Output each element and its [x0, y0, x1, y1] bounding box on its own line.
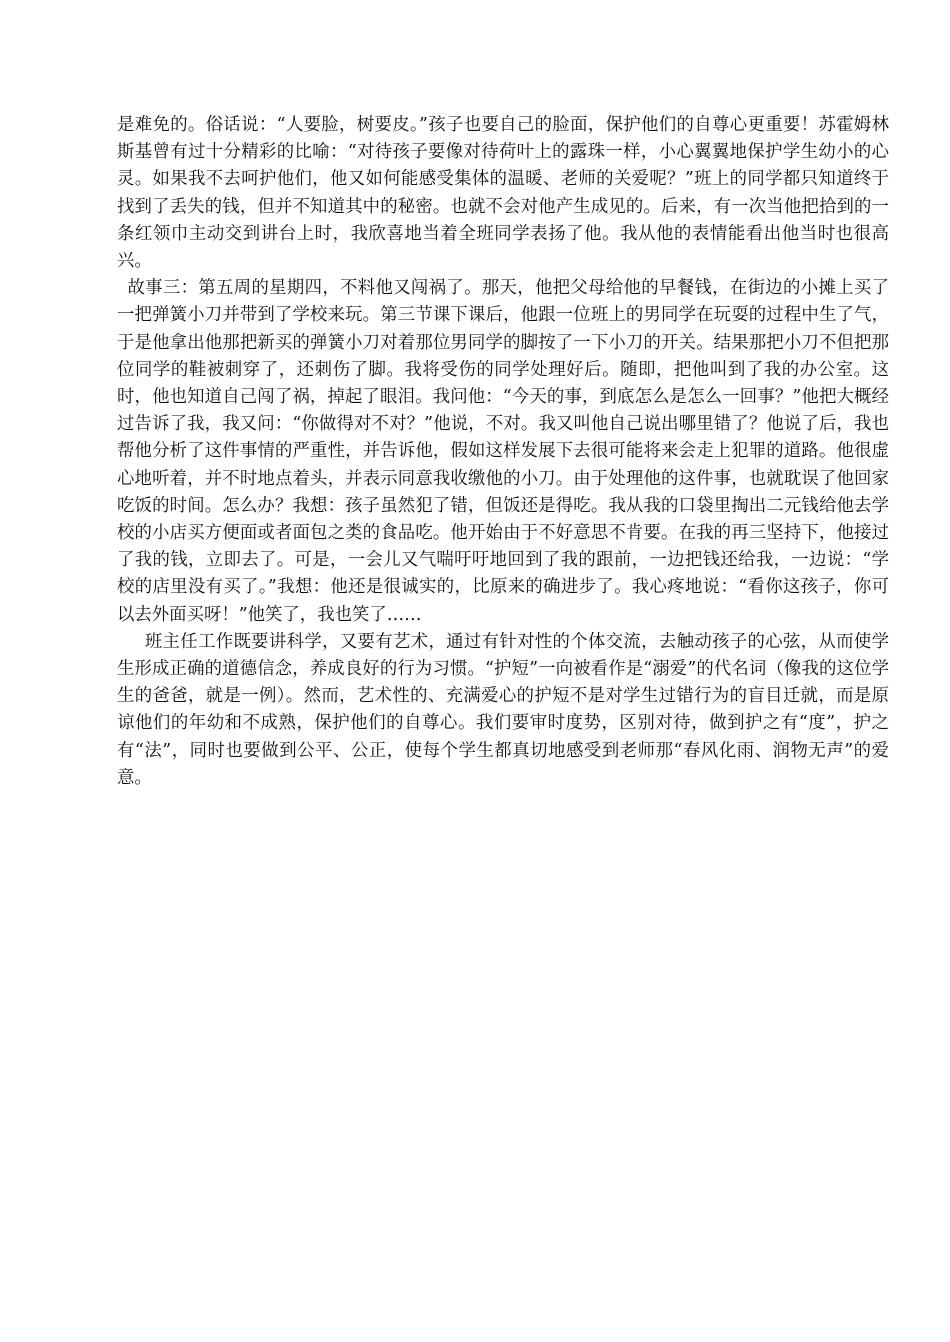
document-body: [117, 112, 889, 792]
paragraph-1: 是难免的。俗话说：“人要脸，树要皮。”孩子也要自己的脸面，保护他们的自尊心更重要！苏霍姆林斯基曾有过十分精彩的比喻：“对待孩子要像对待荷叶上的露珠一样，小心翼翼地保护学生幼小的心灵。如果我不去呵护他们，他又如何能感受集体的温暖、老师的关爱呢？”班上的同学都只知道终于找到了丢失的钱，但并不知道其中的秘密。也就不会对他产生成见的。后来，有一次当他把拾到的一条红领巾主动交到讲台上时，我欣喜地当着全班同学表扬了他。我从他的表情能看出他当时也很高兴。: [117, 115, 889, 272]
paragraph-2: 故事三：第五周的星期四，不料他又闯祸了。那天，他把父母给他的早餐钱，在街边的小摊上买了一把弹簧小刀并带到了学校来玩。第三节课下课后，他跟一位班上的男同学在玩耍的过程中生了气，于是他拿出他那把新买的弹簧小刀对着那位男同学的脚按了一下小刀的开关。结果那把小刀不但把那位同学的鞋被刺穿了，还刺伤了脚。我将受伤的同学处理好后。随即，把他叫到了我的办公室。这时，他也知道自己闯了祸，掉起了眼泪。我问他：“今天的事，到底怎么是怎么一回事？”他把大概经过告诉了我，我又问：“你做得对不对？”他说，不对。我又叫他自己说出哪里错了？他说了后，我也帮他分析了这件事情的严重性，并告诉他，假如这样发展下去很可能将来会走上犯罪的道路。他很虚心地听着，并不时地点着头，并表示同意我收缴他的小刀。由于处理他的这件事，也就耽误了他回家吃饭的时间。怎么办？我想：孩子虽然犯了错，但饭还是得吃。我从我的口袋里掏出二元钱给他去学校的小店买方便面或者面包之类的食品吃。他开始由于不好意思不肯要。在我的再三坚持下，他接过了我的钱，立即去了。可是，一会儿又气喘吁吁地回到了我的跟前，一边把钱还给我，一边说：“学校的店里没有买了。”我想：他还是很诚实的，比原来的确进步了。我心疼地说：“看你这孩子，你可以去外面买呀！”他笑了，我也笑了……: [117, 278, 889, 625]
paragraph-3: 班主任工作既要讲科学，又要有艺术，通过有针对性的个体交流，去触动孩子的心弦，从而使学生形成正确的道德信念，养成良好的行为习惯。“护短”一向被看作是“溺爱”的代名词（像我的这位学生的爸爸，就是一例）。然而，艺术性的、充满爱心的护短不是对学生过错行为的盲目迁就，而是原谅他们的年幼和不成熟，保护他们的自尊心。我们要审时度势，区别对待，做到护之有“度”，护之有“法”，同时也要做到公平、公正，使每个学生都真切地感受到老师那“春风化雨、润物无声”的爱意。: [117, 631, 889, 788]
